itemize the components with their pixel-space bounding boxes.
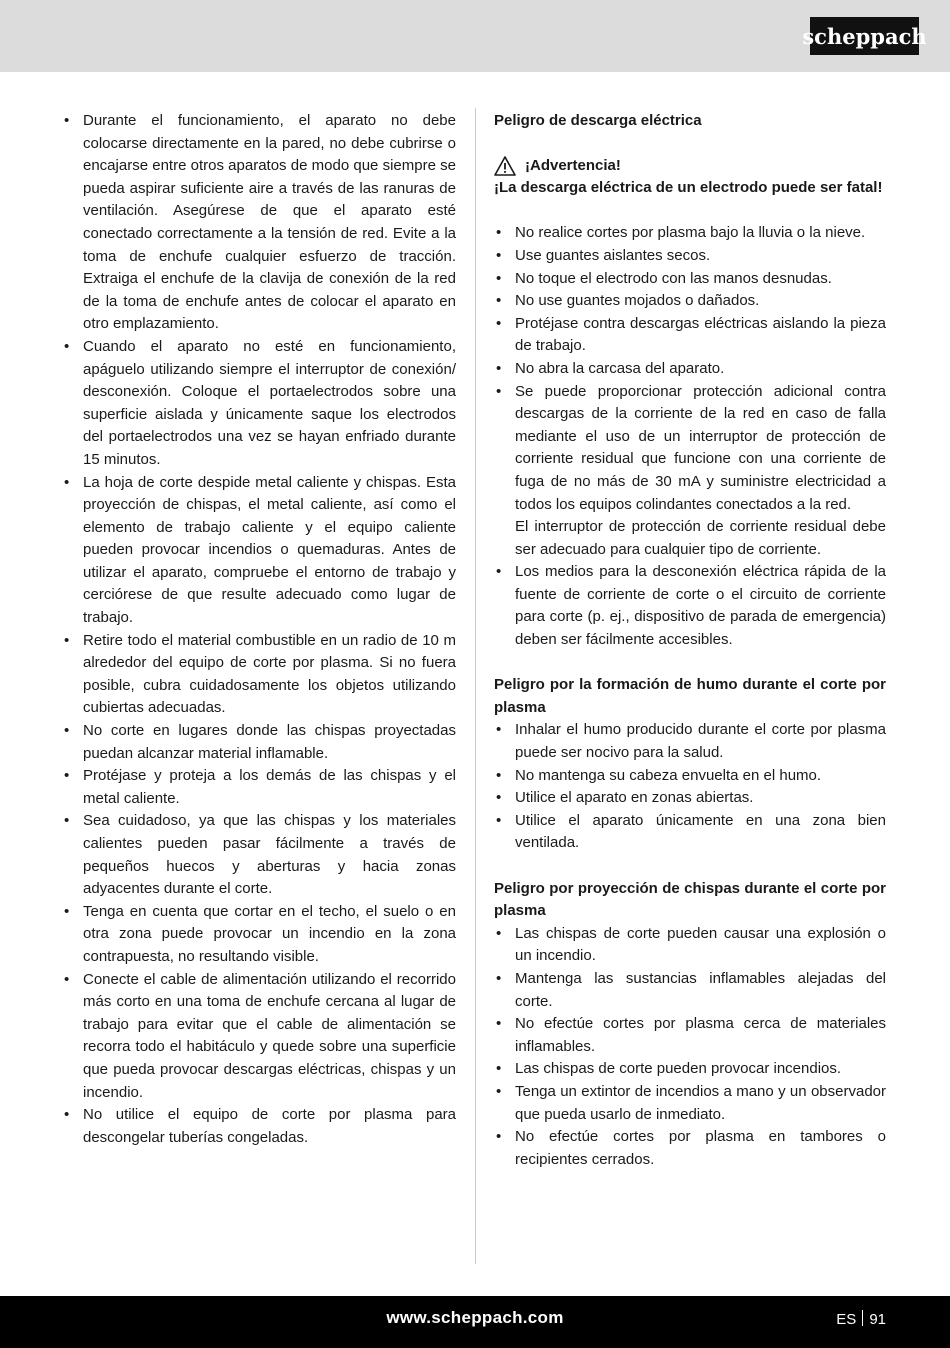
list-item: • No abra la carcasa del aparato.: [494, 358, 886, 381]
list-item-continuation: El interruptor de protección de corriente residual debe ser adecuado para cualquier tipo de corriente.: [515, 518, 886, 558]
list-item: • No corte en lugares donde las chispas proyectadas puedan alcanzar material inflamable.: [62, 720, 456, 765]
warning-title-text: ¡Advertencia!: [525, 156, 621, 174]
list-item: • Tenga en cuenta que cortar en el techo, el suelo o en otra zona puede provocar un incendio en la zona contrapuesta, no resultando visible.: [62, 901, 456, 969]
list-item: • Conecte el cable de alimentación utilizando el recorrido más corto en una toma de enchufe cercana al lugar de trabajo para evitar que el cable de alimentación se recorra todo el habitáculo y quede sobre una superficie que pueda provocar descargas eléctricas, chispas y un incendio.: [62, 969, 456, 1105]
right-column: [494, 110, 886, 1171]
list-item: • Durante el funcionamiento, el aparato no debe colocarse directamente en la pared, no debe cubrirse o encajarse entre otros aparatos de modo que siempre se pueda aspirar suficiente aire a través de las ranuras de ventilación. Asegúrese de que el aparato esté conectado correctamente a la tensión de red. Evite a la toma de enchufe cualquier esfuerzo de tracción. Extraiga el enchufe de la clavija de conexión de la red de la toma de enchufe antes de colocar el aparato en otro emplazamiento.: [62, 110, 456, 336]
list-item: • Protéjase y proteja a los demás de las chispas y el metal caliente.: [62, 765, 456, 810]
page-separator: [862, 1310, 863, 1326]
footer-url[interactable]: www.scheppach.com: [386, 1308, 564, 1327]
list-item: • No efectúe cortes por plasma cerca de materiales inflamables.: [494, 1013, 886, 1058]
list-item: • Inhalar el humo producido durante el corte por plasma puede ser nocivo para la salud.: [494, 719, 886, 764]
list-item: • No mantenga su cabeza envuelta en el humo.: [494, 765, 886, 788]
list-item: [494, 381, 886, 562]
list-item: • Utilice el aparato en zonas abiertas.: [494, 787, 886, 810]
list-item: • La hoja de corte despide metal caliente y chispas. Esta proyección de chispas, el metal caliente, así como el elemento de trabajo caliente y el equipo caliente pueden provocar incendios o quemaduras. Antes de utilizar el aparato, compruebe el entorno de trabajo y cerciórese de que resulte adecuado como lugar de trabajo.: [62, 472, 456, 630]
list-item: • Protéjase contra descargas eléctricas aislando la pieza de trabajo.: [494, 313, 886, 358]
list-item-text: • Se puede proporcionar protección adicional contra descargas de la corriente de la red en caso de falla mediante el uso de un interruptor de protección de corriente residual que funcione con una corriente de fuga de no más de 30 mA y suministre electricidad a todos los equipos colindantes conectados a la red.: [515, 382, 886, 513]
list-item: • Tenga un extintor de incendios a mano y un observador que pueda usarlo de inmediato.: [494, 1081, 886, 1126]
page-number: 91: [869, 1311, 886, 1328]
list-item: • No use guantes mojados o dañados.: [494, 290, 886, 313]
sparks-heading: Peligro por proyección de chispas durante el corte por plasma: [494, 879, 886, 920]
smoke-heading: Peligro por la formación de humo durante el corte por plasma: [494, 676, 886, 716]
warning-title: [494, 155, 886, 178]
safety-list-left: [62, 110, 456, 1149]
list-item: • Los medios para la desconexión eléctrica rápida de la fuente de corriente de corte o el circuito de corriente para corte (p. ej., dispositivo de parada de emergencia) deben ser fácilmente accesibles.: [494, 561, 886, 651]
brand-logo-text: scheppach: [802, 23, 927, 49]
list-item: • Use guantes aislantes secos.: [494, 245, 886, 268]
list-item: • No realice cortes por plasma bajo la lluvia o la nieve.: [494, 222, 886, 245]
language-code: ES: [836, 1311, 857, 1328]
sparks-list: [494, 923, 886, 1172]
warning-text: ¡La descarga eléctrica de un electrodo puede ser fatal!: [494, 179, 883, 197]
list-item: • Retire todo el material combustible en un radio de 10 m alrededor del equipo de corte por plasma. Si no fuera posible, cubra cuidadosamente los objetos utilizando cubiertas adecuadas.: [62, 630, 456, 720]
list-item: • Las chispas de corte pueden provocar incendios.: [494, 1058, 886, 1081]
list-item: • No efectúe cortes por plasma en tambores o recipientes cerrados.: [494, 1126, 886, 1171]
list-item: • Cuando el aparato no esté en funcionamiento, apáguelo utilizando siempre el interruptor de conexión/ desconexión. Coloque el portaelectrodos sobre una superficie aislada y únicamente saque los electrodos del portaelectrodos una vez se hayan enfriado durante 15 minutos.: [62, 336, 456, 472]
list-item: • No toque el electrodo con las manos desnudas.: [494, 268, 886, 291]
electric-shock-heading: Peligro de descarga eléctrica: [494, 112, 702, 129]
left-column: [62, 110, 456, 1149]
brand-logo: [802, 17, 927, 55]
list-item: • Las chispas de corte pueden causar una explosión o un incendio.: [494, 923, 886, 968]
electric-shock-list: [494, 222, 886, 651]
warning-triangle-icon: [494, 156, 516, 176]
list-item: • Mantenga las sustancias inflamables alejadas del corte.: [494, 968, 886, 1013]
footer-bar: [0, 1296, 950, 1348]
list-item: • No utilice el equipo de corte por plasma para descongelar tuberías congeladas.: [62, 1104, 456, 1149]
list-item: • Sea cuidadoso, ya que las chispas y los materiales calientes pueden pasar fácilmente a través de pequeños huecos y aberturas y hacia zonas adyacentes durante el corte.: [62, 810, 456, 900]
smoke-list: [494, 719, 886, 855]
list-item: • Utilice el aparato únicamente en una zona bien ventilada.: [494, 810, 886, 855]
column-divider: [475, 108, 476, 1264]
page-indicator: [836, 1310, 886, 1328]
